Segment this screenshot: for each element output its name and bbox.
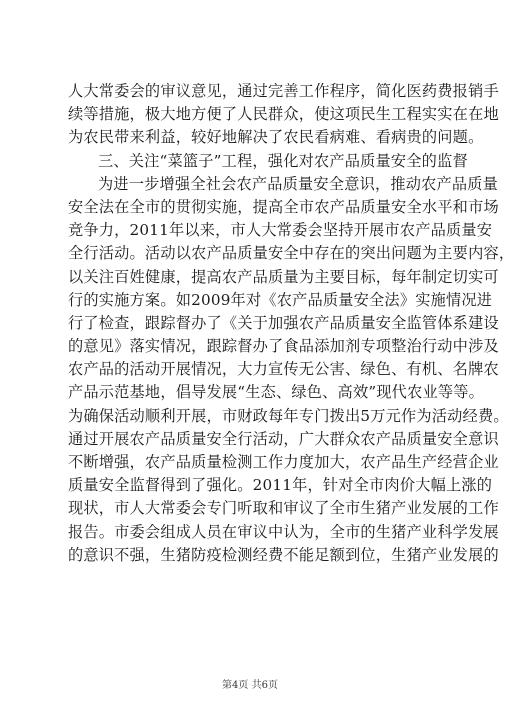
document-body <box>68 80 514 567</box>
text-line: 不断增强，农产品质量检测工作力度加大，农产品生产经营企业 <box>68 453 499 471</box>
text-line: 产品示范基地，倡导发展“生态、绿色、高效”现代农业等等。 <box>68 383 485 402</box>
page-footer: 第4页 共6页 <box>222 680 278 691</box>
text-line: 农产品的活动开展情况，大力宣传无公害、绿色、有机、名牌农 <box>68 360 499 379</box>
text-line: 人大常委会的审议意见，通过完善工作程序，简化医药费报销手 <box>68 82 499 100</box>
text-line: 全行活动。活动以农产品质量安全中存在的突出问题为主要内容， <box>68 244 514 263</box>
text-line: 续等措施，极大地方便了人民群众，使这项民生工程实实在在地 <box>68 105 499 124</box>
text-line: 以关注百姓健康，提高农产品质量为主要目标，每年制定切实可 <box>68 267 499 286</box>
text-line: 安全法在全市的贯彻实施，提高全市农产品质量安全水平和市场 <box>68 197 499 216</box>
text-line: 报告。市委会组成人员在审议中认为，全市的生猪产业科学发展 <box>68 522 499 541</box>
text-line: 的意见》落实情况，跟踪督办了食品添加剂专项整治行动中涉及 <box>68 337 499 356</box>
text-line: 行的实施方案。如2009年对《农产品质量安全法》实施情况进 <box>68 290 493 309</box>
text-line: 为确保活动顺利开展，市财政每年专门拨出5万元作为活动经费。 <box>68 406 509 425</box>
text-line: 为进一步增强全社会农产品质量安全意识，推动农产品质量 <box>98 174 499 193</box>
section-heading: 三、关注“菜篮子”工程，强化对农产品质量安全的监督 <box>98 151 468 170</box>
text-line: 竞争力，2011年以来，市人大常委会坚持开展市农产品质量安 <box>68 221 493 240</box>
text-line: 通过开展农产品质量安全行活动，广大群众农产品质量安全意识 <box>68 429 499 448</box>
text-line: 为农民带来利益，较好地解决了农民看病难、看病贵的问题。 <box>68 128 484 147</box>
text-line: 行了检查，跟踪督办了《关于加强农产品质量安全监管体系建设 <box>68 313 499 332</box>
text-line: 的意识不强，生猪防疫检测经费不能足额到位，生猪产业发展的 <box>68 545 499 564</box>
text-line: 质量安全监督得到了强化。2011年，针对全市肉价大幅上涨的 <box>68 476 493 495</box>
text-line: 现状，市人大常委会专门听取和审议了全市生猪产业发展的工作 <box>68 499 499 518</box>
